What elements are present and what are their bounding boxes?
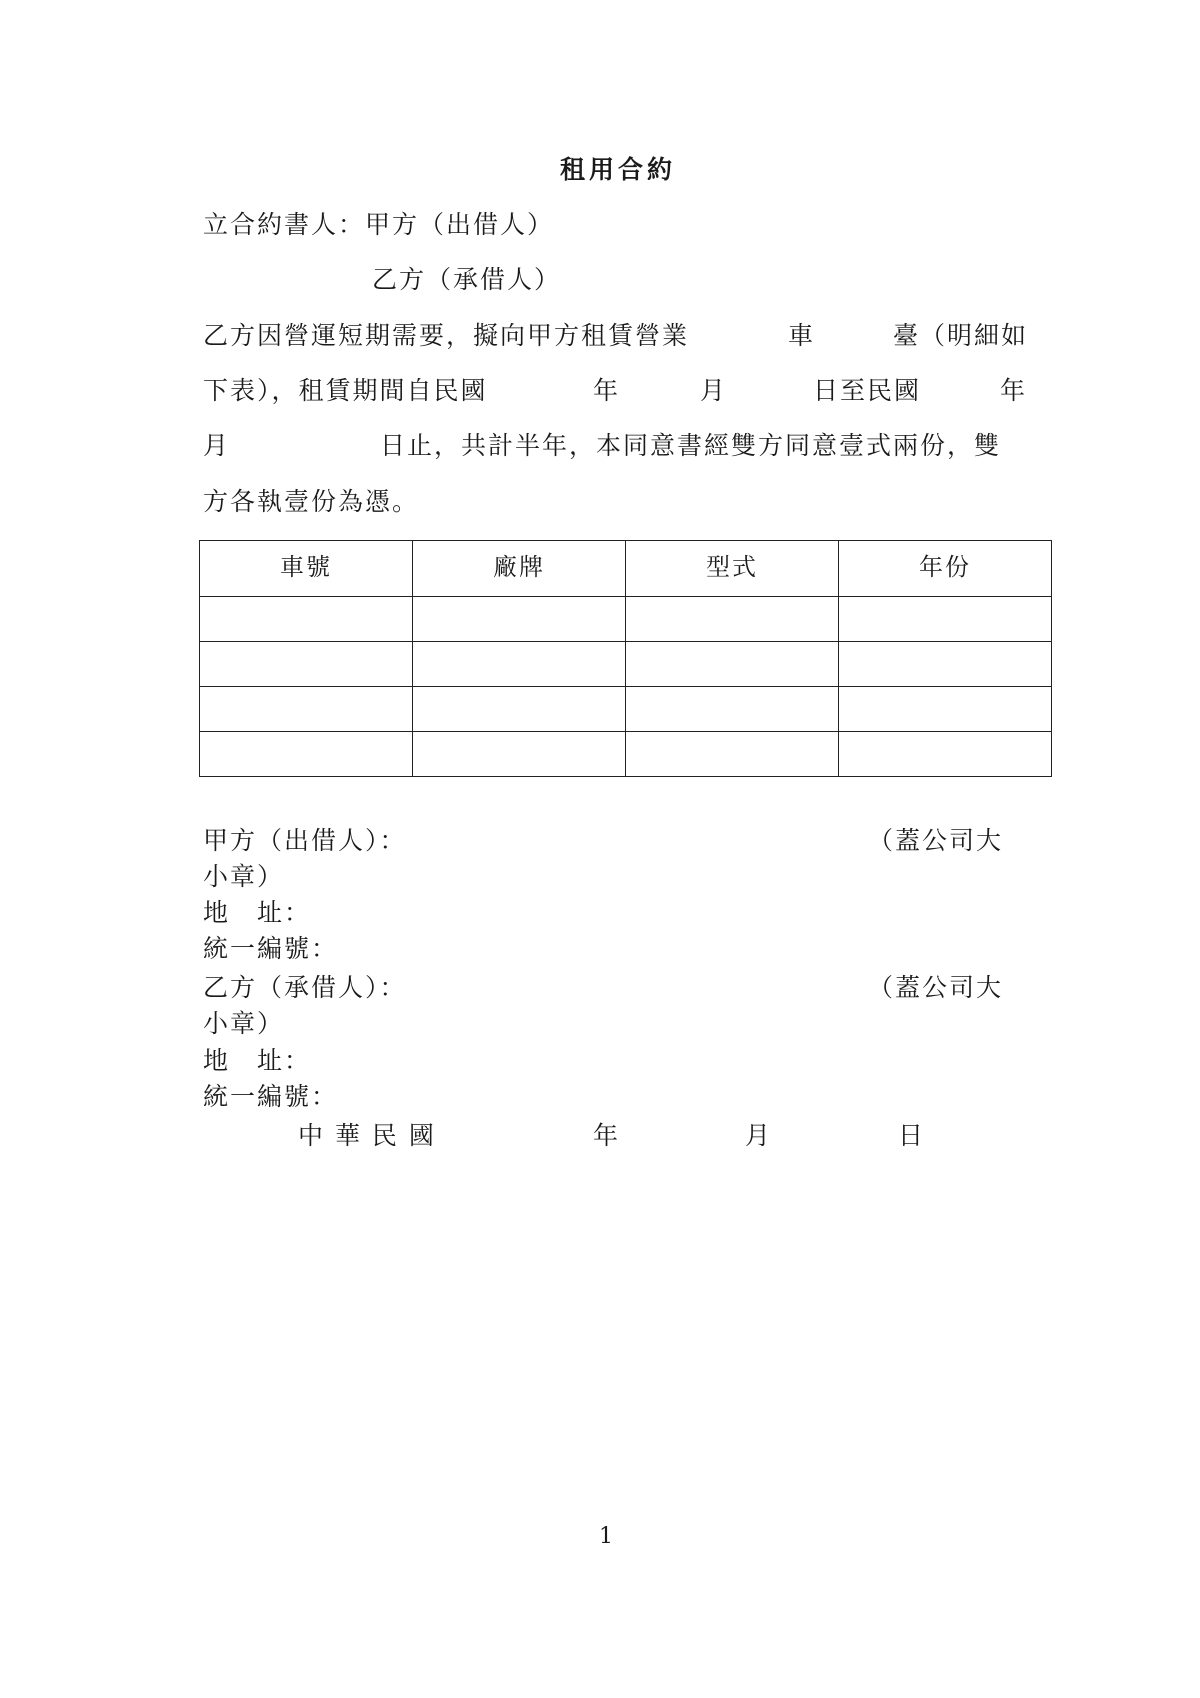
body-line-2-e: 年 bbox=[1000, 376, 1028, 405]
header-brand: 廠牌 bbox=[413, 541, 626, 597]
body-line-2-c: 月 bbox=[700, 376, 728, 405]
table-cell bbox=[839, 687, 1052, 732]
table-cell bbox=[626, 597, 839, 642]
body-line-3-a: 月 bbox=[203, 431, 231, 460]
party-a-address: 地 址： bbox=[203, 898, 312, 927]
body-line-1-c: 臺（明細如 bbox=[893, 321, 1029, 350]
body-line-2-b: 年 bbox=[593, 376, 621, 405]
party-b-tax-id: 統一編號： bbox=[203, 1082, 339, 1111]
date-month: 月 bbox=[745, 1121, 773, 1150]
party-b-seal-note-2: 小章） bbox=[203, 1009, 285, 1038]
table-cell bbox=[839, 642, 1052, 687]
party-a-label: 甲方（出借人）： bbox=[203, 826, 407, 855]
table-cell bbox=[413, 732, 626, 777]
table-cell bbox=[839, 597, 1052, 642]
contract-title: 租用合約 bbox=[560, 155, 677, 184]
table-cell bbox=[200, 687, 413, 732]
table-cell bbox=[413, 597, 626, 642]
parties-line-2: 乙方（承借人） bbox=[372, 265, 562, 294]
table-row bbox=[200, 687, 1052, 732]
header-model: 型式 bbox=[626, 541, 839, 597]
party-b-address: 地 址： bbox=[203, 1046, 312, 1075]
vehicle-table bbox=[199, 540, 1052, 777]
table-cell bbox=[200, 732, 413, 777]
header-year: 年份 bbox=[839, 541, 1052, 597]
body-line-1-a: 乙方因營運短期需要，擬向甲方租賃營業 bbox=[203, 321, 690, 350]
table-cell bbox=[413, 642, 626, 687]
table-row bbox=[200, 642, 1052, 687]
party-b-seal-note: （蓋公司大 bbox=[868, 973, 1004, 1002]
header-plate-number: 車號 bbox=[200, 541, 413, 597]
date-day: 日 bbox=[898, 1121, 926, 1150]
table-cell bbox=[200, 597, 413, 642]
table-row bbox=[200, 732, 1052, 777]
table-row bbox=[200, 597, 1052, 642]
body-line-2-d: 日至民國 bbox=[813, 376, 922, 405]
table-cell bbox=[200, 642, 413, 687]
party-a-seal-note: （蓋公司大 bbox=[868, 826, 1004, 855]
body-line-2-a: 下表），租賃期間自民國 bbox=[203, 376, 488, 405]
party-b-label: 乙方（承借人）： bbox=[203, 973, 407, 1002]
body-line-3-b: 日止，共計半年，本同意書經雙方同意壹式兩份，雙 bbox=[380, 431, 1002, 460]
table-cell bbox=[626, 642, 839, 687]
date-era: 中 華 民 國 bbox=[298, 1121, 436, 1150]
body-line-1-b: 車 bbox=[788, 321, 816, 350]
page-number: 1 bbox=[599, 1524, 615, 1549]
parties-line-1: 立合約書人：甲方（出借人） bbox=[203, 210, 555, 239]
table-cell bbox=[626, 732, 839, 777]
table-cell bbox=[413, 687, 626, 732]
party-a-tax-id: 統一編號： bbox=[203, 934, 339, 963]
table-cell bbox=[839, 732, 1052, 777]
table-cell bbox=[626, 687, 839, 732]
body-line-4: 方各執壹份為憑。 bbox=[203, 487, 420, 516]
date-year: 年 bbox=[593, 1121, 621, 1150]
party-a-seal-note-2: 小章） bbox=[203, 862, 285, 891]
table-header-row bbox=[200, 541, 1052, 597]
